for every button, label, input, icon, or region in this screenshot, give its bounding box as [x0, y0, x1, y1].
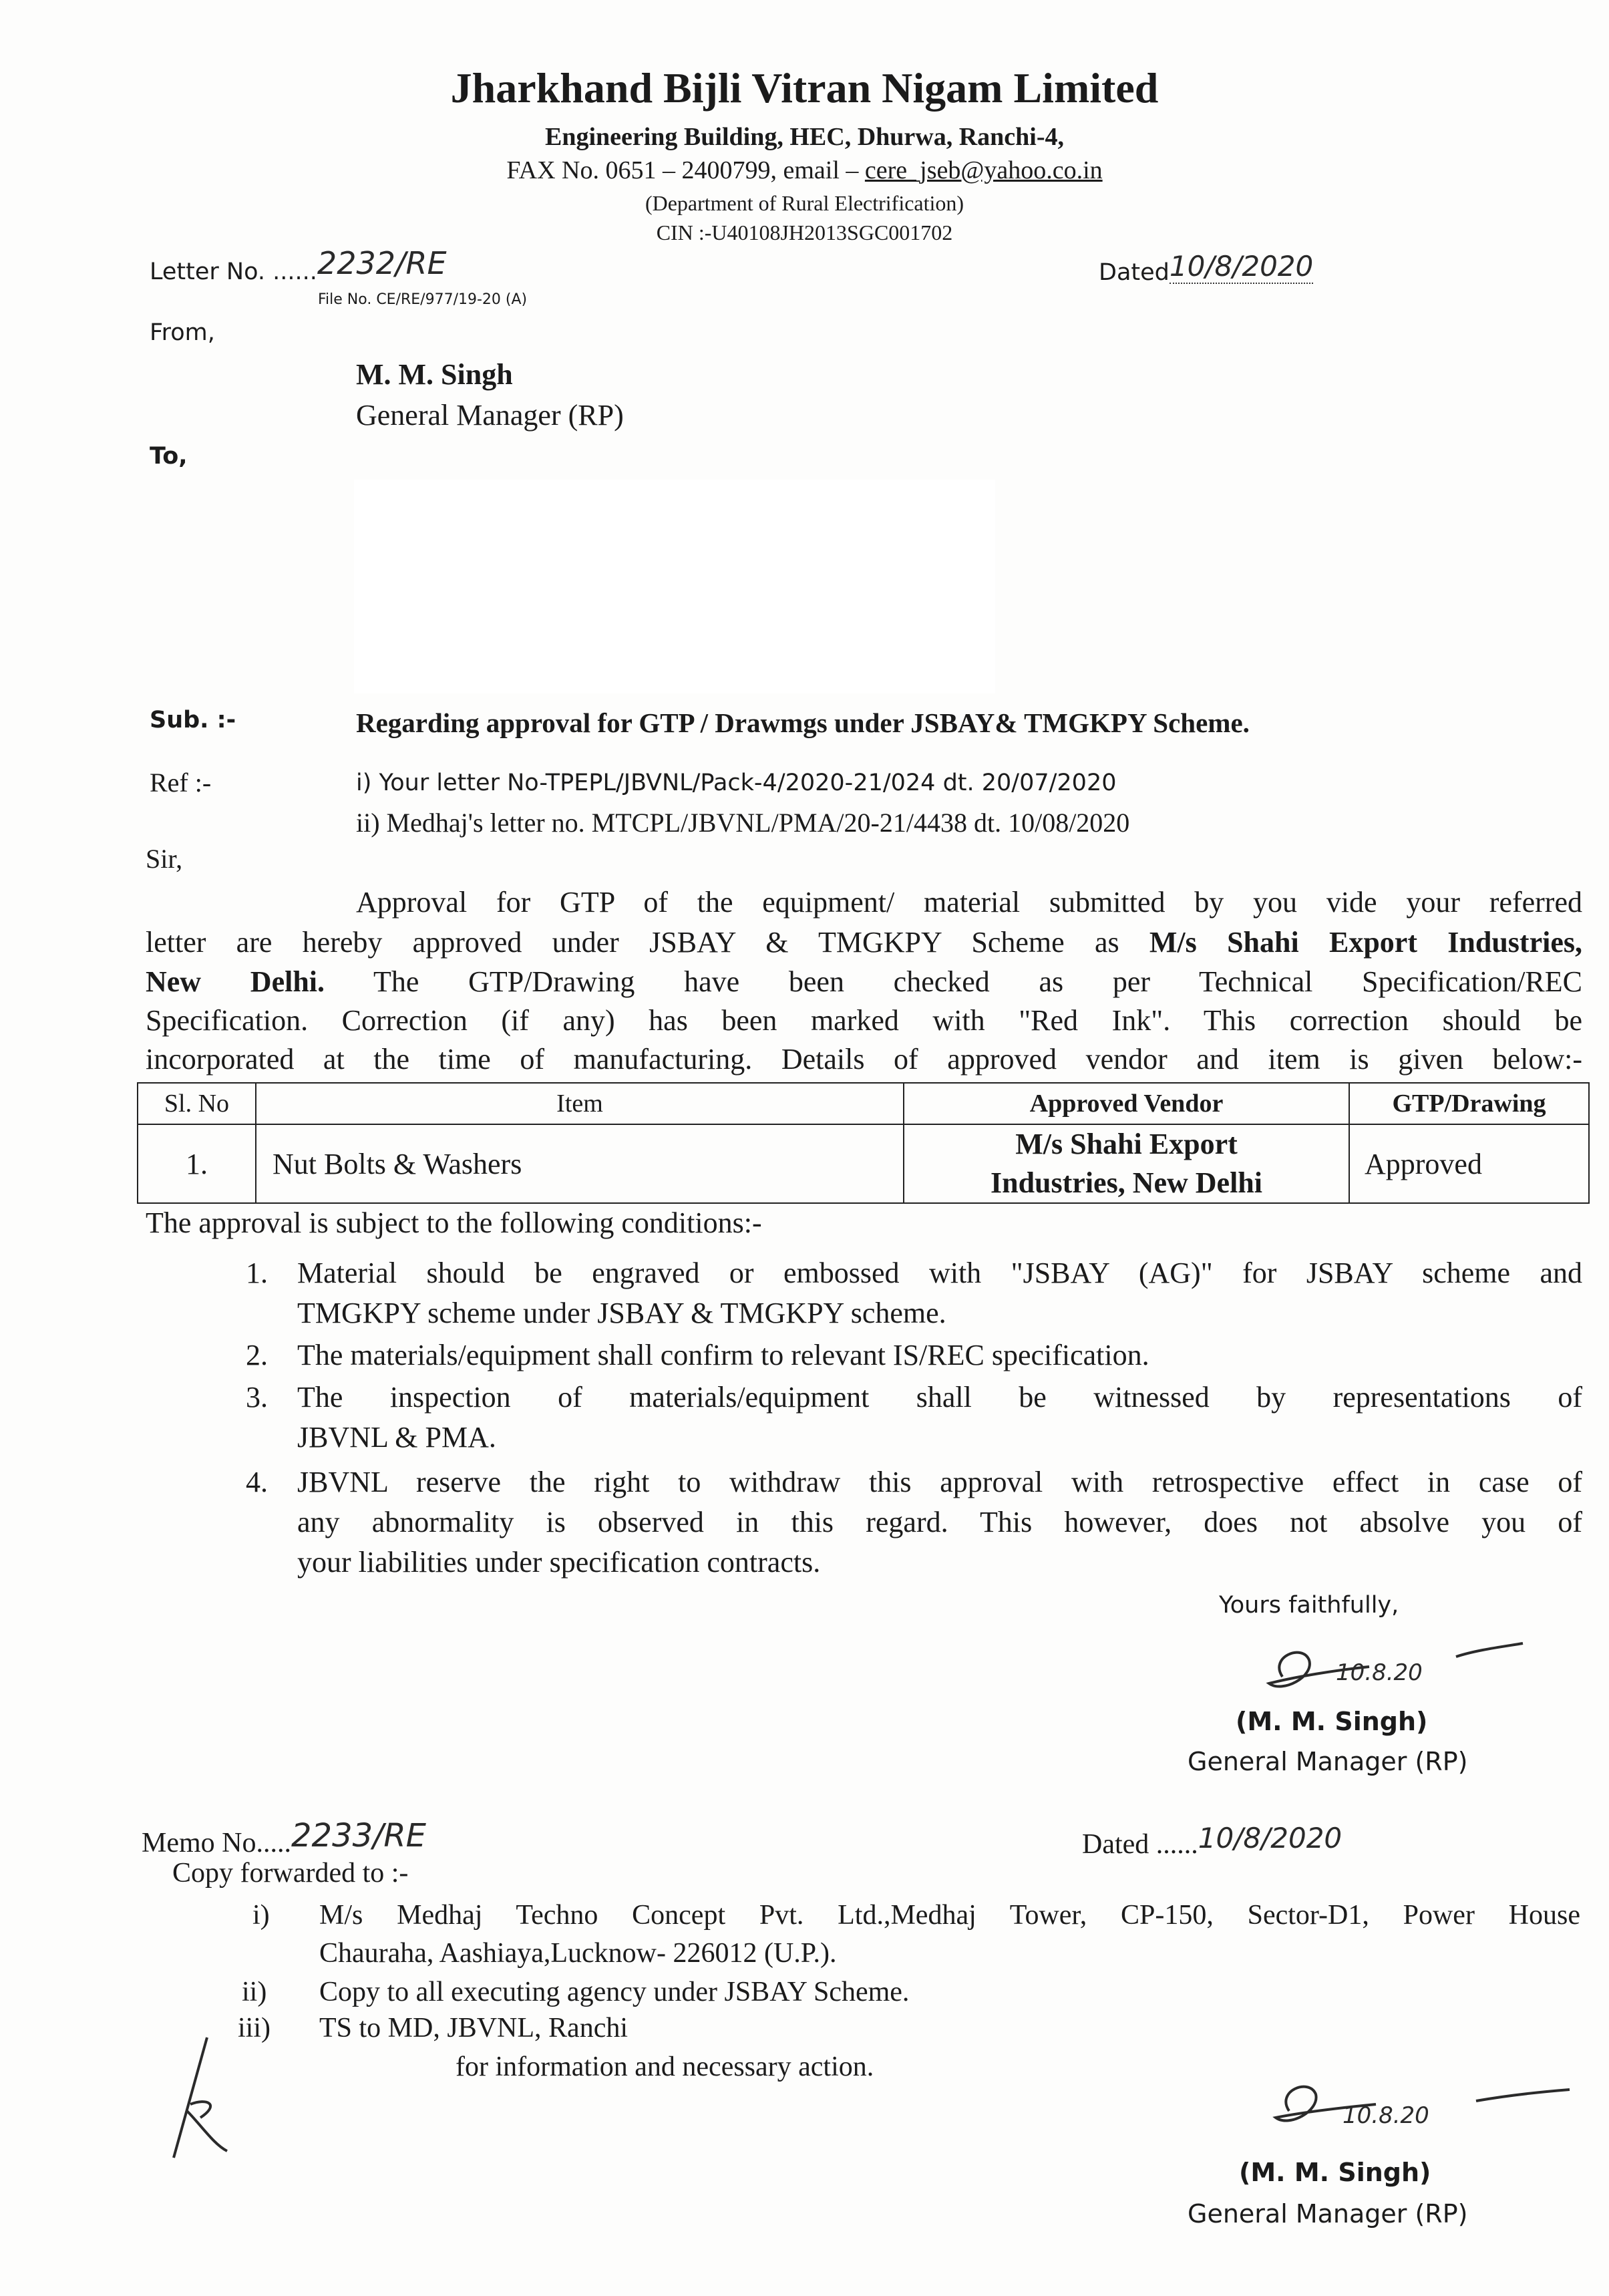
copy-iii: TS to MD, JBVNL, Ranchi: [319, 2013, 628, 2043]
file-number: File No. CE/RE/977/19-20 (A): [318, 291, 528, 308]
signature-1: [1256, 1630, 1536, 1710]
from-designation: General Manager (RP): [356, 399, 624, 432]
org-address: Engineering Building, HEC, Dhurwa, Ranchi-4,: [544, 123, 1065, 151]
ref-2: ii) Medhaj's letter no. MTCPL/JBVNL/PMA/20-21/4438 dt. 10/08/2020: [356, 808, 1130, 838]
memo-date: [1082, 1822, 1343, 1860]
info-action-line: for information and necessary action.: [456, 2052, 874, 2082]
cell-sl-no: 1.: [138, 1124, 256, 1203]
condition-1-line-1: Material should be engraved or embossed with "JSBAY (AG)" for JSBAY scheme and: [297, 1257, 1582, 1289]
table-row: [138, 1124, 1589, 1203]
body-line-3-city: New Delhi.: [146, 965, 325, 998]
letter-number-label: Letter No.: [150, 259, 273, 285]
condition-1-number: 1.: [246, 1257, 268, 1289]
body-line-5: incorporated at the time of manufacturing. Details of approved vendor and item is given below:-: [146, 1043, 1582, 1076]
signature-1-date: 10.8.20: [1336, 1659, 1423, 1686]
copy-ii: Copy to all executing agency under JSBAY Scheme.: [319, 1977, 910, 2007]
signature-2-tail: [1476, 2090, 1570, 2101]
copy-forwarded-label: Copy forwarded to :-: [172, 1858, 409, 1889]
org-cin: CIN :-U40108JH2013SGC001702: [656, 220, 953, 244]
body-line-1: Approval for GTP of the equipment/ material submitted by you vide your referred: [356, 886, 1582, 919]
header-item: Item: [256, 1083, 904, 1124]
yours-faithfully: Yours faithfully,: [1219, 1592, 1399, 1619]
ref-1: i) Your letter No-TPEPL/JBVNL/Pack-4/2020-21/024 dt. 20/07/2020: [356, 770, 1117, 796]
header-approved-vendor: Approved Vendor: [904, 1083, 1349, 1124]
body-line-4: Specification. Correction (if any) has been marked with "Red Ink". This correction should be: [146, 1004, 1582, 1037]
condition-4-line-1: JBVNL reserve the right to withdraw this approval with retrospective effect in case of: [297, 1466, 1582, 1498]
cell-status: Approved: [1349, 1124, 1589, 1203]
table-header-row: [138, 1083, 1589, 1124]
subject-text: Regarding approval for GTP / Drawmgs under JSBAY& TMGKPY Scheme.: [356, 707, 1250, 738]
vendor-table: [137, 1082, 1590, 1204]
letter-number: [150, 245, 447, 287]
to-label: To,: [150, 443, 188, 470]
conditions-intro: The approval is subject to the following conditions:-: [146, 1206, 762, 1239]
signatory-designation: General Manager (RP): [1188, 1747, 1468, 1776]
copy-i-line-2: Chauraha, Aashiaya,Lucknow- 226012 (U.P.).: [319, 1938, 837, 1969]
letter-number-dots: ......: [273, 259, 317, 285]
condition-2-number: 2.: [246, 1339, 268, 1371]
body-line-3: [146, 965, 1582, 999]
body-line-2: [146, 925, 1582, 959]
memo-signatory-designation: General Manager (RP): [1188, 2199, 1468, 2229]
letter-number-value: 2232/RE: [317, 245, 447, 281]
copy-ii-number: ii): [242, 1977, 267, 2007]
memo-date-dots: ......: [1155, 1829, 1198, 1860]
signatory-name: (M. M. Singh): [1236, 1707, 1428, 1736]
margin-initials: [160, 2031, 247, 2171]
from-name: M. M. Singh: [356, 358, 513, 391]
cell-vendor-line-2: Industries, New Delhi: [990, 1166, 1263, 1199]
memo-number-label: Memo No.: [142, 1828, 263, 1858]
copy-i-number: i): [252, 1900, 270, 1931]
ref-label: Ref :-: [150, 768, 212, 798]
org-email[interactable]: cere_jseb@yahoo.co.in: [864, 156, 1103, 184]
memo-signatory-name: (M. M. Singh): [1239, 2158, 1431, 2187]
body-line-2-text: letter are hereby approved under JSBAY & TMGKPY Scheme as: [146, 926, 1149, 959]
org-fax-email: [0, 156, 1609, 185]
letter-date-value: 10/8/2020: [1169, 250, 1314, 283]
memo-date-label: Dated: [1082, 1829, 1156, 1860]
signature-2: [1256, 2071, 1576, 2151]
memo-number-value: 2233/RE: [291, 1817, 427, 1854]
margin-initials-stroke: [174, 2037, 227, 2158]
memo-date-value: 10/8/2020: [1198, 1822, 1343, 1854]
memo-number-dots: ....: [263, 1828, 291, 1858]
signature-2-date: 10.8.20: [1343, 2102, 1429, 2129]
body-line-3-text: The GTP/Drawing have been checked as per Technical Specification/REC: [325, 965, 1582, 998]
header-sl-no: Sl. No: [138, 1083, 256, 1124]
condition-3-number: 3.: [246, 1381, 268, 1414]
condition-4-number: 4.: [246, 1466, 268, 1498]
cell-vendor-line-1: M/s Shahi Export: [1015, 1128, 1238, 1160]
letter-date-label: Dated: [1099, 259, 1170, 286]
header-gtp-drawing: GTP/Drawing: [1349, 1083, 1589, 1124]
signature-1-tail: [1456, 1643, 1523, 1657]
condition-1-line-2: TMGKPY scheme under JSBAY & TMGKPY scheme.: [297, 1297, 946, 1329]
subject-label: Sub. :-: [150, 707, 236, 733]
org-fax: FAX No. 0651 – 2400799, email –: [506, 156, 865, 184]
salutation: Sir,: [146, 844, 183, 874]
memo-number: [142, 1817, 427, 1860]
condition-4-line-2: any abnormality is observed in this regard. This however, does not absolve you of: [297, 1506, 1582, 1538]
condition-2: The materials/equipment shall confirm to relevant IS/REC specification.: [297, 1339, 1149, 1371]
condition-4-line-3: your liabilities under specification contracts.: [297, 1546, 821, 1579]
cell-item: Nut Bolts & Washers: [256, 1124, 904, 1203]
body-line-2-vendor: M/s Shahi Export Industries,: [1149, 926, 1582, 959]
org-name: Jharkhand Bijli Vitran Nigam Limited: [450, 64, 1159, 112]
condition-3-line-2: JBVNL & PMA.: [297, 1421, 496, 1454]
redacted-recipient: [354, 480, 995, 693]
copy-i-line-1: M/s Medhaj Techno Concept Pvt. Ltd.,Medhaj Tower, CP-150, Sector-D1, Power House: [319, 1900, 1580, 1931]
condition-3-line-1: The inspection of materials/equipment shall be witnessed by representations of: [297, 1381, 1582, 1414]
copy-iii-number: iii): [238, 2013, 271, 2043]
from-label: From,: [150, 319, 215, 346]
letter-date: [1099, 250, 1314, 287]
org-department: (Department of Rural Electrification): [645, 191, 964, 215]
cell-vendor: [904, 1124, 1349, 1203]
